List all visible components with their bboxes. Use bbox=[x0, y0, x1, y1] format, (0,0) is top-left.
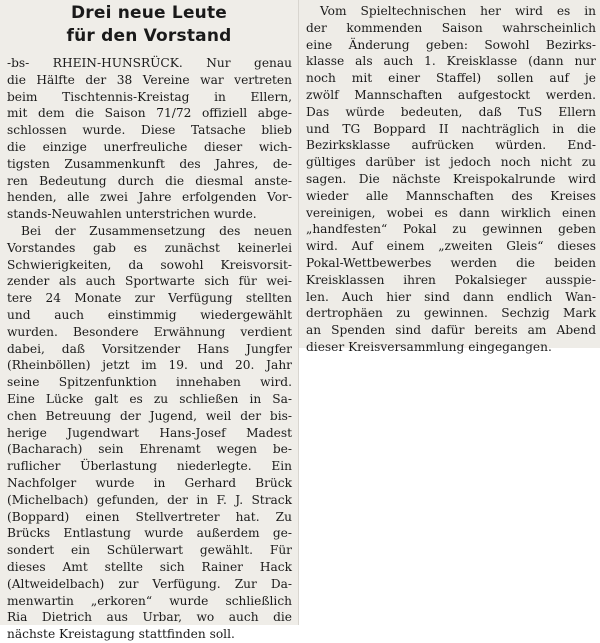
text-line: herige Jugendwart Hans-Josef Madest bbox=[7, 425, 292, 440]
text-line: beim Tischtennis-Kreistag in Ellern, bbox=[7, 89, 292, 104]
text-line: Brücks Entlastung wurde außerdem ge- bbox=[7, 526, 292, 541]
text-line: len. Auch hier sind dann endlich Wan- bbox=[306, 289, 596, 304]
left-column-text bbox=[7, 55, 292, 643]
left-column bbox=[0, 0, 299, 642]
text-line: ren Bedeutung durch die diesmal anste- bbox=[7, 173, 292, 188]
text-line: gültiges darüber ist jedoch noch nicht zu bbox=[306, 155, 596, 170]
text-line: dieses Amt stellte sich Rainer Hack bbox=[7, 559, 292, 574]
text-line: Schwierigkeiten, da sowohl Kreisvorsit- bbox=[7, 257, 292, 272]
headline-line-1: Drei neue Leute bbox=[70, 3, 228, 23]
text-line: wieder alle Mannschaften des Kreises bbox=[306, 188, 596, 203]
text-line: nächste Kreistagung stattfinden soll. bbox=[7, 627, 235, 642]
text-line: stands-Neuwahlen unterstrichen wurde. bbox=[7, 207, 257, 222]
text-line: mit dem die Saison 71/72 offiziell abge- bbox=[7, 106, 292, 121]
text-line: zender als auch Sportwarte sich für wei- bbox=[7, 274, 292, 289]
text-line: eine Änderung geben: Sowohl Bezirks- bbox=[306, 37, 596, 52]
text-line: henden, alle zwei Jahre erfolgenden Vor- bbox=[7, 190, 292, 205]
text-line: Kreisklassen ihren Pokalsieger ausspie- bbox=[306, 272, 596, 287]
right-column-text bbox=[306, 3, 596, 356]
text-line: und TG Boppard II nachträglich in die bbox=[306, 121, 596, 136]
text-line: wird. Auf einem „zweiten Gleis“ dieses bbox=[306, 239, 596, 254]
text-line: Bezirksklasse aufrücken würden. End- bbox=[306, 138, 596, 153]
text-line: vereinigen, wobei es dann wirklich einen bbox=[306, 205, 596, 220]
text-line: Pokal-Wettbewerbes werden die beiden bbox=[306, 255, 596, 270]
text-line: Vom Spieltechnischen her wird es in bbox=[320, 4, 596, 18]
text-line: Nachfolger wurde in Gerhard Brück bbox=[7, 475, 292, 490]
text-line: (Michelbach) gefunden, der in F. J. Strack bbox=[7, 492, 292, 507]
text-line: Vorstandes gab es zunächst keinerlei bbox=[7, 240, 292, 255]
text-line: wurden. Besondere Erwähnung verdient bbox=[7, 324, 292, 339]
text-line: (Boppard) einen Stellvertreter hat. Zu bbox=[7, 509, 292, 524]
text-line: Eine Lücke galt es zu schließen in Sa- bbox=[7, 391, 292, 406]
text-line: die Hälfte der 38 Vereine war vertreten bbox=[7, 72, 292, 87]
text-line: menwartin „erkoren“ wurde schließlich bbox=[7, 593, 292, 608]
text-line: dertrophäen zu gewinnen. Sechzig Mark bbox=[306, 306, 596, 321]
text-line: die einzige unerfreuliche dieser wich- bbox=[7, 139, 292, 154]
text-line: sagen. Die nächste Kreispokalrunde wird bbox=[306, 171, 596, 186]
text-line: ruflicher Überlastung niederlegte. Ein bbox=[7, 459, 292, 474]
text-line: schlossen wurde. Diese Tatsache blieb bbox=[7, 123, 292, 138]
text-line: „handfesten“ Pokal zu gewinnen geben bbox=[306, 222, 596, 237]
text-line: (Rheinböllen) jetzt im 19. und 20. Jahr bbox=[7, 358, 292, 373]
text-line: dabei, daß Vorsitzender Hans Jungfer bbox=[7, 341, 292, 356]
text-line: noch mit einer Staffel) sollen auf je bbox=[306, 71, 596, 86]
text-line: zwölf Mannschaften aufgestockt werden. bbox=[306, 87, 596, 102]
article-headline bbox=[0, 2, 298, 48]
text-line: tigsten Zusammenkunft des Jahres, de- bbox=[7, 156, 292, 171]
headline-line-2: für den Vorstand bbox=[66, 26, 232, 46]
text-line: sondert ein Schülerwart gewählt. Für bbox=[7, 543, 292, 558]
text-line: klasse als auch 1. Kreisklasse (dann nur bbox=[306, 54, 596, 69]
text-line: Das würde bedeuten, daß TuS Ellern bbox=[306, 104, 596, 119]
text-line: Bei der Zusammensetzung des neuen bbox=[21, 223, 292, 238]
text-line: (Bacharach) sein Ehrenamt wegen be- bbox=[7, 442, 292, 457]
text-line: an Spenden sind dafür bereits am Abend bbox=[306, 323, 596, 338]
text-line: und auch einstimmig wiedergewählt bbox=[7, 307, 292, 322]
text-line: dieser Kreisversammlung eingegangen. bbox=[306, 339, 552, 354]
text-line: tere 24 Monate zur Verfügung stellten bbox=[7, 291, 292, 306]
text-line: chen Betreuung der Jugend, weil der bis- bbox=[7, 408, 292, 423]
text-line: Ria Dietrich aus Urbar, wo auch die bbox=[7, 610, 292, 625]
text-line: (Altweidelbach) zur Verfügung. Zur Da- bbox=[7, 576, 292, 591]
text-line: seine Spitzenfunktion innehaben wird. bbox=[7, 375, 292, 390]
text-line: der kommenden Saison wahrscheinlich bbox=[306, 20, 596, 35]
text-line: -bs- RHEIN-HUNSRÜCK. Nur genau bbox=[7, 56, 292, 70]
